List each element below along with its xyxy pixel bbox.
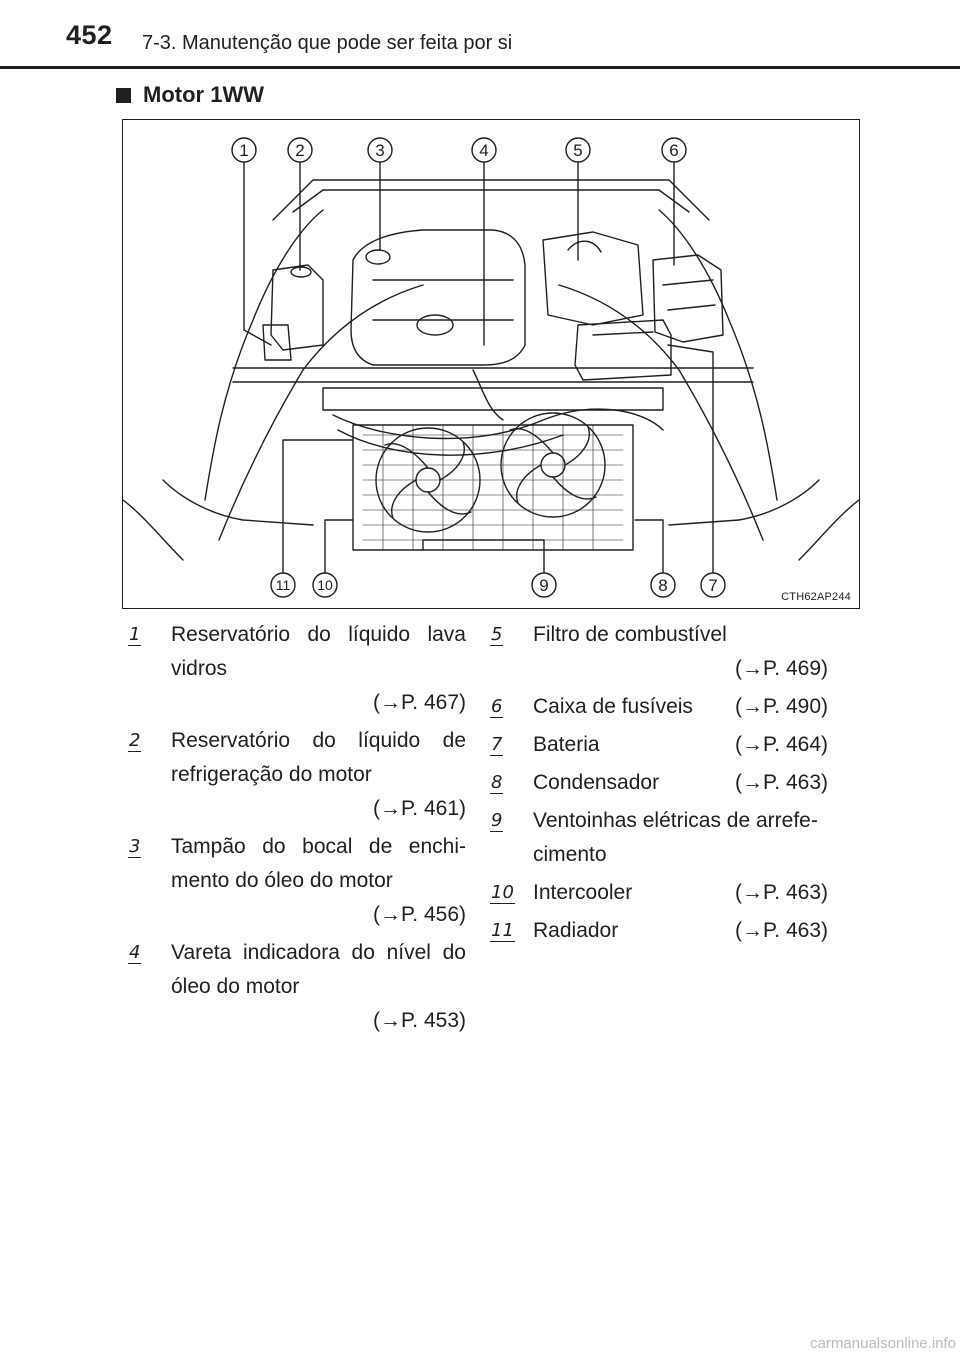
legend-item-11 [488,914,828,948]
page-number: 452 [66,20,113,50]
legend-item-7 [488,728,828,762]
callout-1 [232,138,256,162]
legend-item-6 [488,690,828,724]
svg-text:2: 2 [295,141,305,160]
legend-number: 8 [491,772,503,793]
page-reference: (→P. 464) [735,733,828,756]
callout-7 [701,573,725,597]
legend-number: 11 [491,920,514,941]
legend-item-1 [126,618,466,720]
watermark: carmanualsonline.info [810,1335,956,1352]
page-reference: (→P. 463) [735,771,828,794]
legend-label: Condensador [533,771,660,794]
legend-label: Caixa de fusíveis [533,695,693,718]
page-reference: (→P. 467) [373,691,466,714]
legend-item-10 [488,876,828,910]
legend-label: Intercooler [533,881,633,904]
callout-10 [313,573,337,597]
engine-illustration [123,120,859,608]
legend-item-8 [488,766,828,800]
legend-label: Ventoinhas elétricas de arrefe-cimento [533,809,818,866]
legend-item-9 [488,804,828,872]
callout-4 [472,138,496,162]
legend-item-3 [126,830,466,932]
legend-number: 9 [491,810,503,831]
legend-number: 5 [491,624,503,645]
chapter-title: 7-3. Manutenção que pode ser feita por si [142,32,513,54]
legend-label: Vareta indicadora do nível do óleo do motor [171,941,466,998]
legend-number: 10 [491,882,514,903]
page-reference: (→P. 469) [735,657,828,680]
legend-item-5 [488,618,828,686]
legend-label: Reservatório do líquido lava vidros [171,623,466,680]
page-reference: (→P. 456) [373,903,466,926]
section-heading [116,82,264,108]
legend-item-2 [126,724,466,826]
legend-item-4 [126,936,466,1038]
legend-right-column [488,618,828,952]
svg-text:4: 4 [479,141,489,160]
legend-number: 2 [129,730,141,751]
figure-code: CTH62AP244 [781,591,851,603]
legend-label: Tampão do bocal de enchi-mento do óleo do motor [171,835,466,892]
callout-3 [368,138,392,162]
svg-text:7: 7 [708,576,718,595]
callout-9 [532,573,556,597]
callout-2 [288,138,312,162]
svg-text:1: 1 [239,141,249,160]
legend-label: Reservatório do líquido de refrigeração do motor [171,729,466,786]
svg-text:6: 6 [669,141,679,160]
legend-number: 1 [129,624,141,645]
legend-label: Radiador [533,919,619,942]
legend-label: Filtro de combustível [533,623,727,646]
page-reference: (→P. 463) [735,881,828,904]
svg-text:9: 9 [539,576,549,595]
page-reference: (→P. 461) [373,797,466,820]
page-reference: (→P. 453) [373,1009,466,1032]
legend-number: 6 [491,696,503,717]
page-reference: (→P. 463) [735,919,828,942]
header-rule [0,66,960,69]
svg-text:3: 3 [375,141,385,160]
legend-number: 7 [491,734,503,755]
legend-number: 4 [129,942,141,963]
bullet-square-icon [116,88,131,103]
callout-11 [271,573,295,597]
svg-text:8: 8 [658,576,668,595]
legend-left-column [126,618,466,1042]
callout-6 [662,138,686,162]
page-header [0,0,960,70]
legend-number: 3 [129,836,141,857]
callout-8 [651,573,675,597]
legend-label: Bateria [533,733,600,756]
engine-bay-figure [122,119,860,609]
callout-5 [566,138,590,162]
page-reference: (→P. 490) [735,695,828,718]
svg-text:11: 11 [275,577,291,593]
svg-text:10: 10 [317,577,333,593]
svg-text:5: 5 [573,141,583,160]
section-title: Motor 1WW [143,82,264,107]
